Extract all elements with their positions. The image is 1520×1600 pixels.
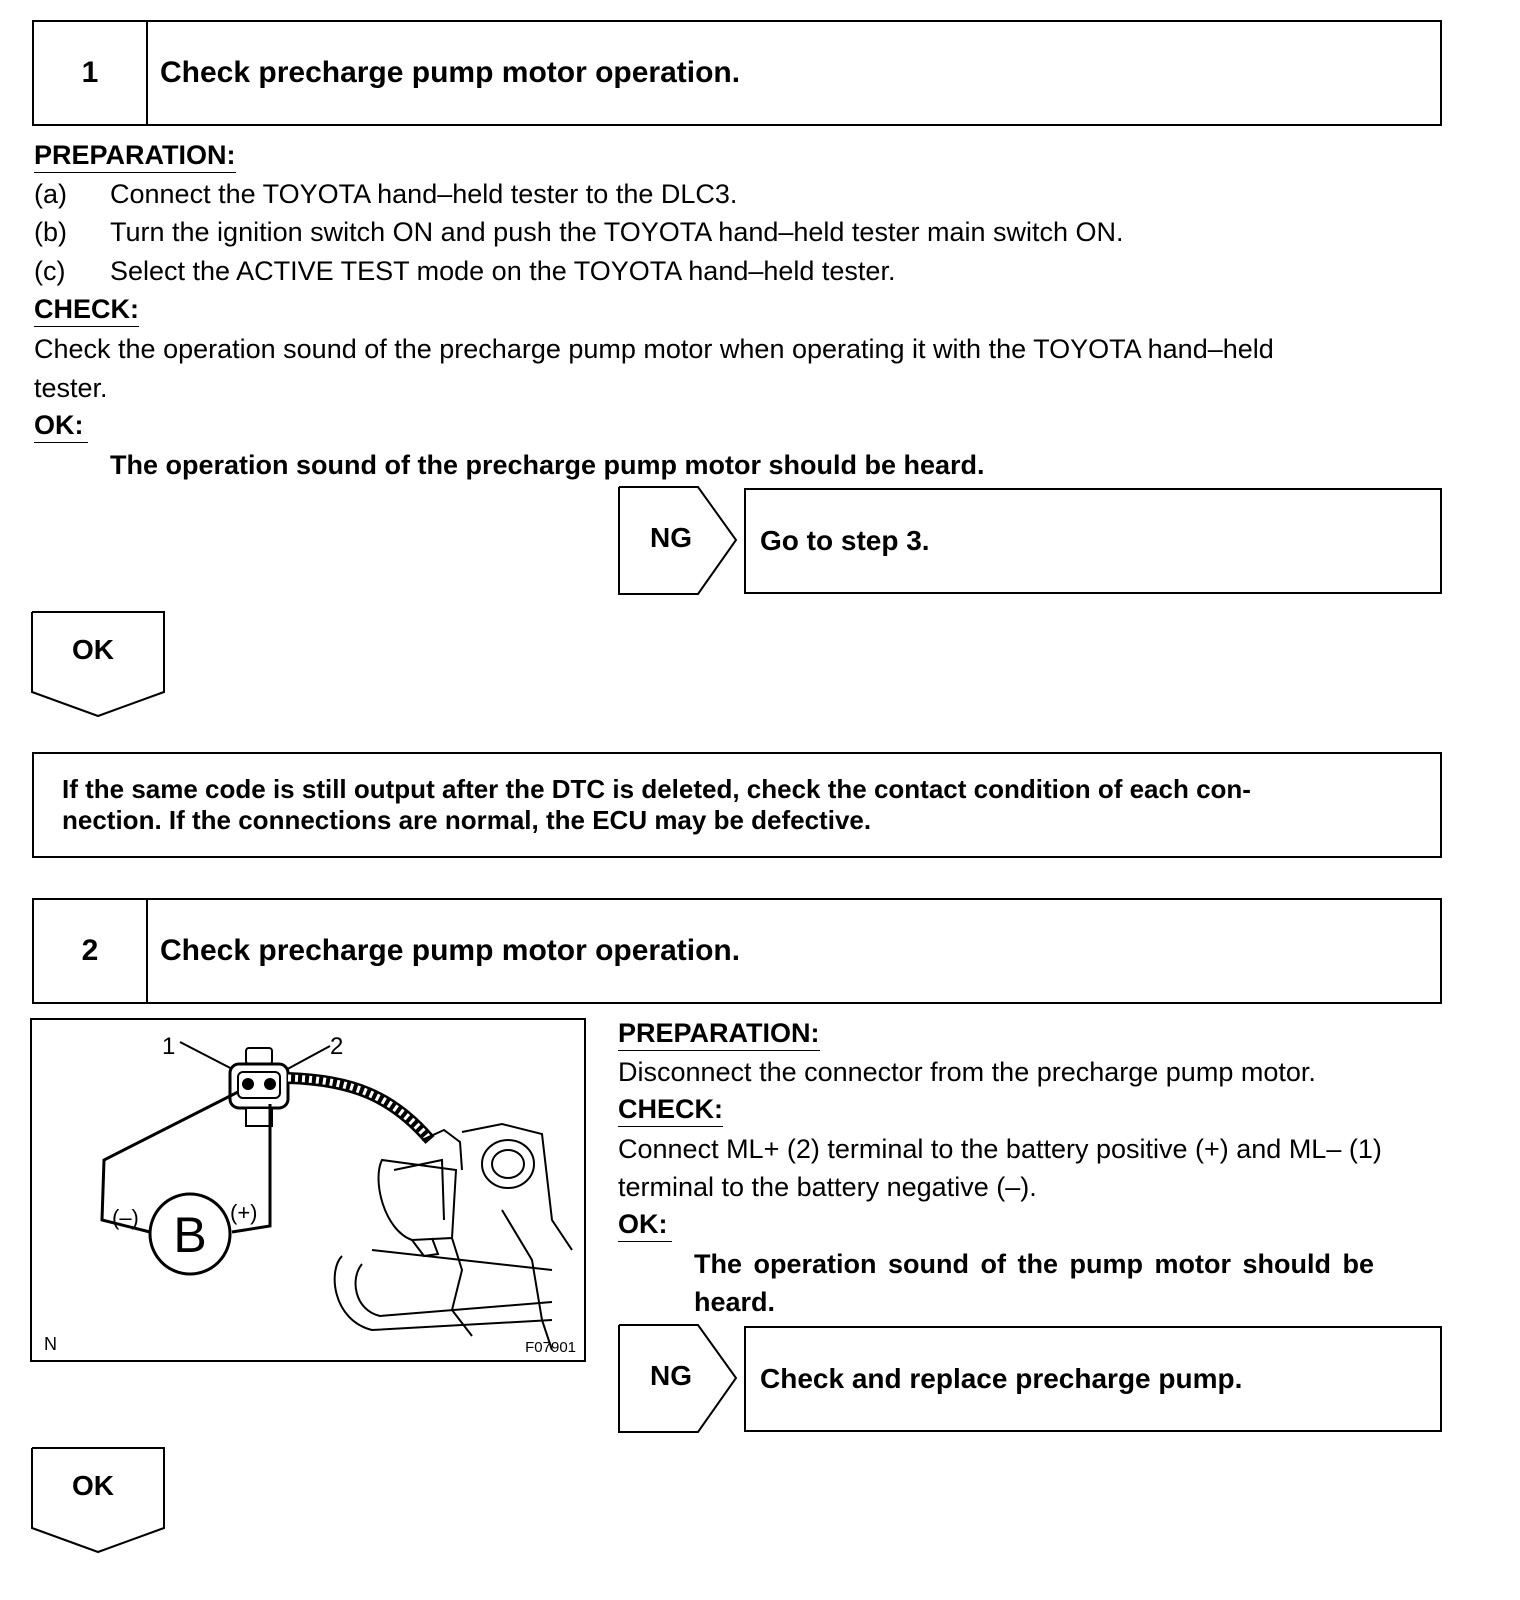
note-line-1: If the same code is still output after the DTC is deleted, check the contact condition of each con-: [62, 774, 1251, 804]
item-label: (b): [34, 217, 67, 247]
terminal-1-label: 1: [162, 1033, 176, 1060]
negative-label: (–): [112, 1205, 139, 1230]
step-1-ok-heading: OK:: [34, 408, 88, 443]
note-box: [32, 752, 1442, 858]
step-2-header: [32, 898, 1442, 1004]
step-1-check-heading: CHECK:: [34, 292, 139, 327]
connector: [230, 1048, 288, 1126]
step-2-ng-label: NG: [650, 1360, 692, 1391]
note-line-2: nection. If the connections are normal, the ECU may be defective.: [62, 805, 872, 835]
figure-connector-battery: [30, 1018, 586, 1362]
step-2-ng-result: Check and replace precharge pump.: [744, 1326, 1442, 1432]
item-text: Select the ACTIVE TEST mode on the TOYOTA hand–held tester.: [110, 256, 896, 286]
figure-id: F07901: [525, 1339, 576, 1356]
leader-line-2: [282, 1046, 330, 1072]
step-1-ok-text: The operation sound of the precharge pump motor should be heard.: [110, 450, 985, 480]
step-1-title: Check precharge pump motor operation.: [160, 56, 741, 89]
step-2-check-heading: CHECK:: [618, 1092, 723, 1127]
step-2-number: 2: [34, 900, 148, 1002]
item-label: (c): [34, 256, 66, 286]
leader-line-1: [180, 1042, 238, 1072]
step-2-preparation-text: Disconnect the connector from the precharge pump motor.: [618, 1057, 1316, 1087]
step-1-ok-label: OK: [72, 634, 114, 665]
step-1-number: 1: [34, 22, 148, 124]
step-2-ok-label: OK: [72, 1470, 114, 1501]
step-1-ng-label: NG: [650, 522, 692, 553]
step-1-header: [32, 20, 1442, 126]
item-text: Connect the TOYOTA hand–held tester to the DLC3.: [110, 179, 738, 209]
terminal-2-label: 2: [330, 1033, 344, 1060]
step-1-check-text-line2: tester.: [34, 373, 108, 403]
step-2-ok-text-line2: heard.: [694, 1287, 776, 1317]
precharge-pump-icon: [335, 1124, 572, 1350]
figure-corner-label: N: [44, 1334, 57, 1354]
step-1-check-text-line1: Check the operation sound of the precharge pump motor when operating it with the TOYOTA hand–held: [34, 334, 1274, 364]
item-label: (a): [34, 179, 67, 209]
step-2-title: Check precharge pump motor operation.: [160, 934, 741, 967]
step-2-preparation-heading: PREPARATION:: [618, 1016, 820, 1051]
step-2-ok-heading: OK:: [618, 1207, 672, 1242]
step-1-ng-result: Go to step 3.: [744, 488, 1442, 594]
battery-symbol-label: B: [173, 1207, 207, 1263]
step-2-check-text-line1: Connect ML+ (2) terminal to the battery positive (+) and ML– (1): [618, 1134, 1382, 1164]
positive-label: (+): [230, 1200, 258, 1225]
figure-drawing: [32, 1020, 584, 1360]
item-text: Turn the ignition switch ON and push the TOYOTA hand–held tester main switch ON.: [110, 217, 1124, 247]
step-2-check-text-line2: terminal to the battery negative (–).: [618, 1172, 1037, 1202]
step-2-ok-text-line1: The operation sound of the pump motor should be: [694, 1249, 1374, 1279]
step-1-preparation-heading: PREPARATION:: [34, 138, 236, 173]
